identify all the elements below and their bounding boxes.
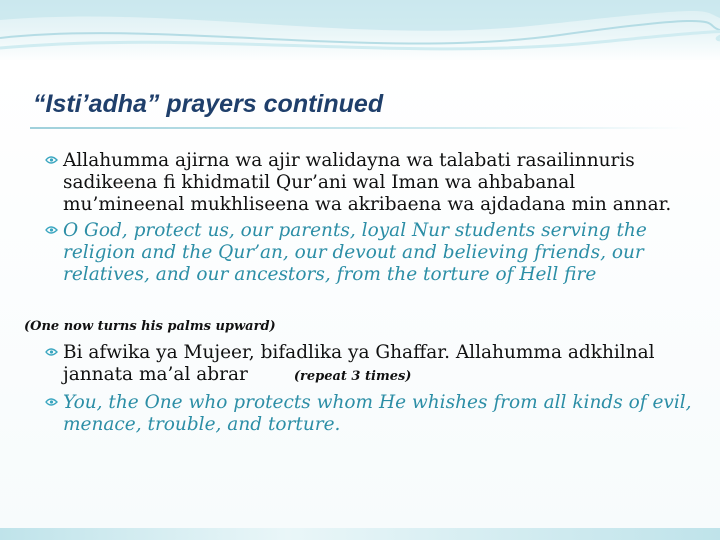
footer-decoration: [0, 528, 720, 540]
bullet-item-translation-2: [20, 392, 700, 436]
arrow-flourish-bullet-icon: [45, 345, 59, 359]
bullet-text: Allahumma ajirna wa ajir walidayna wa talabati rasailinnuris sadikeena fi khidmatil Qur’ani wal Iman wa ahbabanal mu’mineenal mukhliseena wa akribaena wa ajdadana min annar.: [63, 150, 672, 215]
slide-content: [20, 150, 700, 436]
instruction-note: (One now turns his palms upward): [24, 319, 276, 334]
bullet-item-transliteration-1: [20, 150, 700, 216]
bullet-text: O God, protect us, our parents, loyal Nur students serving the religion and the Qur’an, our devout and believing friends, our relatives, and our ancestors, from the torture of Hell fire: [63, 220, 647, 285]
slide-title: “Isti’adha” prayers continued: [33, 90, 384, 118]
title-underline: [30, 127, 690, 129]
bullet-item-transliteration-2: [20, 342, 700, 388]
bullet-text: You, the One who protects whom He whishes from all kinds of evil, menace, trouble, and torture.: [63, 392, 692, 435]
bullet-text: Bi afwika ya Mujeer, bifadlika ya Ghaffar. Allahumma adkhilnal jannata ma’al abrar: [63, 342, 655, 385]
arrow-flourish-bullet-icon: [45, 395, 59, 409]
wave-decoration: [0, 0, 720, 62]
header-decoration: [0, 0, 720, 62]
arrow-flourish-bullet-icon: [45, 223, 59, 237]
bullet-item-translation-1: [20, 220, 700, 286]
arrow-flourish-bullet-icon: [45, 153, 59, 167]
repeat-note: (repeat 3 times): [293, 369, 412, 384]
